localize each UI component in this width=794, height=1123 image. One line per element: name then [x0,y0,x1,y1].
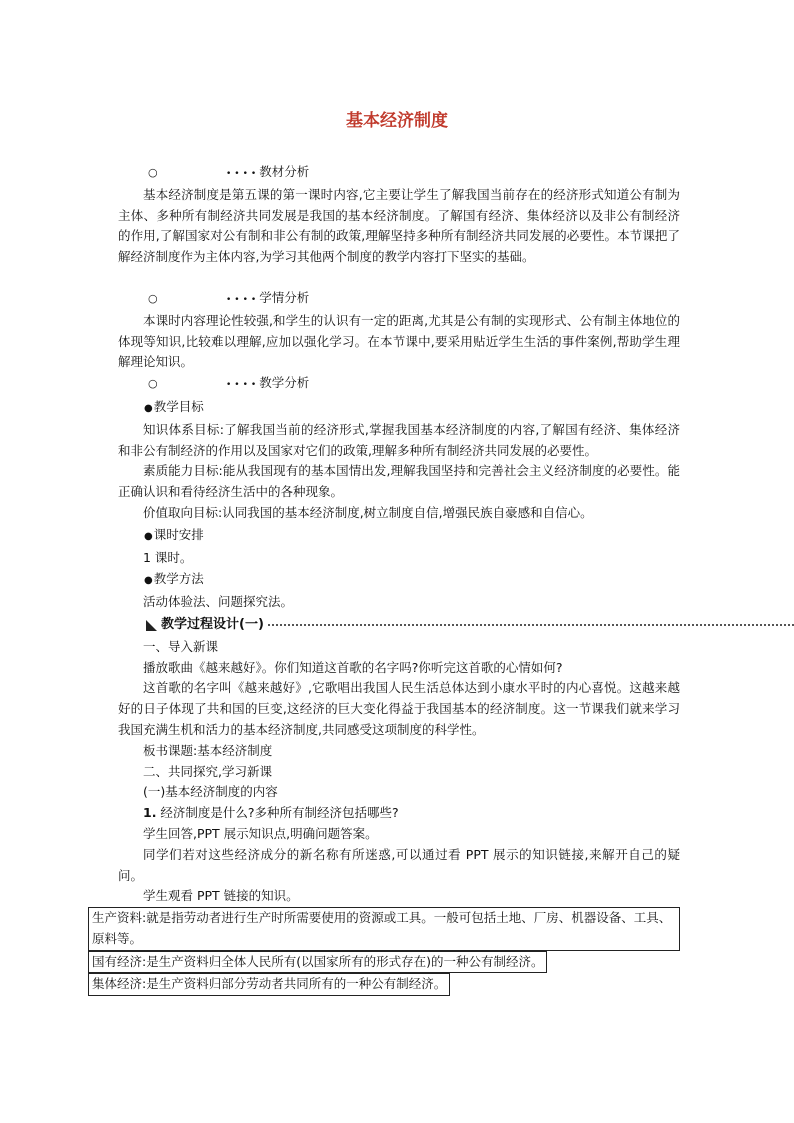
dots-icon: •••• [226,294,260,305]
method-value: 活动体验法、问题探究法。 [143,594,294,610]
heading-text: 教材分析 [259,164,310,179]
bullet-icon: ● [144,530,153,542]
method-label-text: 教学方法 [153,571,204,587]
goal-ability: 素质能力目标:能从我国现有的基本国情出发,理解我国坚持和完善社会主义经济制度的必要性。能正确认识和看待经济生活中的各种现象。 [118,463,680,500]
triangle-icon [146,620,157,631]
definition-box-collective-economy [92,973,680,996]
definition-box-means-of-production [92,907,680,951]
process-heading-text: 教学过程设计(一) [161,616,264,632]
explore-title: 二、共同探究,学习新课 [143,763,272,779]
dots-icon: •••• [226,380,260,391]
definition-box-state-economy [92,951,680,974]
question-1-answer: 学生回答,PPT 展示知识点,明确问题答案。 [143,825,378,841]
question-number: 1. [143,805,157,821]
schedule-label [118,525,680,548]
document-body [92,160,680,996]
materials-paragraph: 基本经济制度是第五课的第一课时内容,它主要让学生了解我国当前存在的经济形式知道公有制为主体、多种所有制经济共同发展是我国的基本经济制度。了解国有经济、集体经济以及非公有制经济的作用,了解国家对公有制和非公有制的政策,理解坚持多种所有制经济共同发展的必要性。本节课把了解经济制度作为主体内容,为学习其他两个制度的教学内容打下坚实的基础。 [118,186,680,265]
subsection-title: (一)基本经济制度的内容 [143,784,278,800]
circle-icon: ○ [148,377,158,391]
goal-value: 价值取向目标:认同我国的基本经济制度,树立制度自信,增强民族自豪感和自信心。 [143,504,593,520]
circle-icon: ○ [148,166,158,179]
intro-question: 播放歌曲《越来越好》。你们知道这首歌的名字吗?你听完这首歌的心情如何? [143,659,563,675]
method-label [118,569,680,592]
goals-label [118,397,680,420]
definition-text: 集体经济:是生产资料归部分劳动者共同所有的一种公有制经济。 [88,973,450,996]
intro-explanation: 这首歌的名字叫《越来越好》,它歌唱出我国人民生活总体达到小康水平时的内心喜悦。这越来越好的日子体现了共和国的巨变,这经济的巨大变化得益于我国基本的经济制度。这一节课我们就来学习我国充满生机和活力的基本经济制度,共同感受这项制度的科学性。 [118,680,680,737]
students-paragraph: 本课时内容理论性较强,和学生的认识有一定的距离,尤其是公有制的实现形式、公有制主体地位的体现等知识,比较难以理解,应加以强化学习。在本节课中,要采用贴近学生生活的事件案例,帮助学生理解理论知识。 [118,312,680,370]
goal-knowledge: 知识体系目标:了解我国当前的经济形式,掌握我国基本经济制度的内容,了解国有经济、集体经济和非公有制经济的作用以及国家对它们的政策,理解多种所有制经济共同发展的必要性。 [118,421,680,458]
dotted-divider [268,624,794,626]
bullet-icon: ● [144,575,153,587]
heading-text: 教学分析 [259,375,310,391]
section-heading-students [118,288,680,311]
question-1-watch: 学生观看 PPT 链接的知识。 [143,888,299,904]
section-heading-materials [118,162,680,185]
goals-label-text: 教学目标 [153,398,204,414]
question-1-note: 同学们若对这些经济成分的新名称有所迷惑,可以通过看 PPT 展示的知识链接,来解开自己的疑问。 [118,846,680,883]
process-heading [118,615,680,636]
board-title: 板书课题:基本经济制度 [143,742,273,758]
heading-text: 学情分析 [259,289,310,305]
schedule-value: 1 课时。 [143,549,193,565]
schedule-label-text: 课时安排 [153,526,204,542]
dots-icon: •••• [226,169,260,179]
definition-text: 生产资料:就是指劳动者进行生产时所需要使用的资源或工具。一般可包括土地、厂房、机器设备、工具、原料等。 [88,907,680,951]
circle-icon: ○ [148,291,158,305]
bullet-icon: ● [144,402,153,414]
section-heading-teaching [118,373,680,396]
definition-text: 国有经济:是生产资料归全体人民所有(以国家所有的形式存在)的一种公有制经济。 [88,951,547,974]
intro-title: 一、导入新课 [143,638,219,654]
page-title: 基本经济制度 [346,111,448,131]
question-text: 经济制度是什么?多种所有制经济包括哪些? [156,805,399,821]
question-1 [118,803,680,824]
